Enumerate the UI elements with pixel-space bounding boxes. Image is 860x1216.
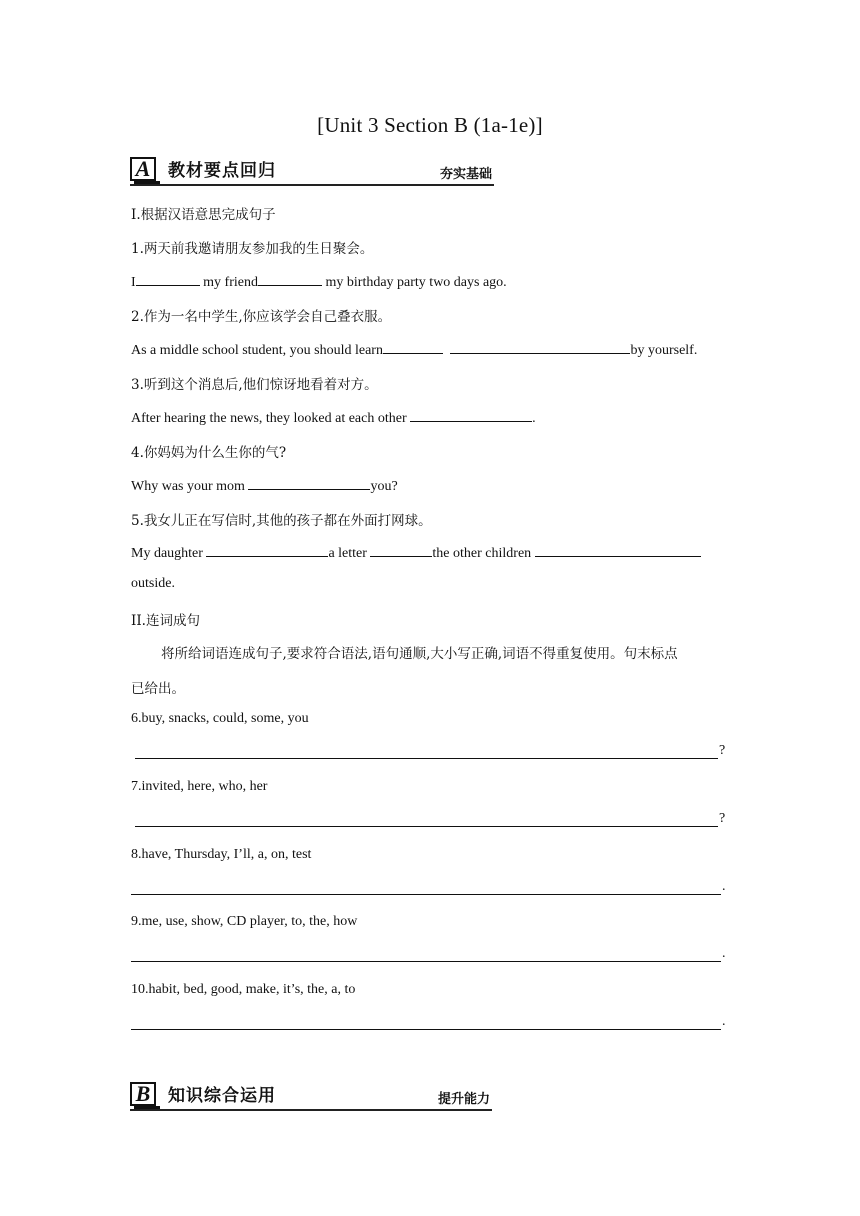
- q1-text-3: my birthday party two days ago.: [325, 275, 507, 290]
- q7-words: 7.invited, here, who, her: [131, 779, 268, 794]
- q7-end-mark: ?: [719, 811, 726, 826]
- banner-heading: 知识综合运用: [168, 1086, 276, 1106]
- blank[interactable]: [136, 271, 200, 286]
- section-badge-a: A: [130, 157, 156, 181]
- q2-text-1: As a middle school student, you should learn: [131, 343, 383, 358]
- q8-answer-line[interactable]: [131, 894, 721, 895]
- q5-sentence: [131, 542, 701, 562]
- q1-text-1: I: [131, 275, 136, 290]
- q2-text-2: by yourself.: [630, 343, 698, 358]
- section2-instruction: 将所给词语连成句子,要求符合语法,语句通顺,大小写正确,词语不得重复使用。句末标点: [161, 646, 678, 662]
- blank[interactable]: [450, 339, 630, 354]
- blank[interactable]: [248, 475, 370, 490]
- banner-rule: [130, 1109, 492, 1111]
- q5-text-1: My daughter: [131, 546, 203, 561]
- q9-words: 9.me, use, show, CD player, to, the, how: [131, 914, 358, 929]
- q5-text-2: a letter: [328, 546, 367, 561]
- q1-sentence: [131, 271, 507, 291]
- q5-chinese: 5.我女儿正在写信时,其他的孩子都在外面打网球。: [131, 513, 432, 529]
- q9-answer-line[interactable]: [131, 961, 721, 962]
- q4-text-2: you?: [370, 479, 398, 494]
- banner-rule: [130, 184, 494, 186]
- section2-instruction-cont: 已给出。: [131, 681, 185, 697]
- q10-end-mark: .: [722, 1014, 726, 1029]
- q5-text-3: the other children: [432, 546, 532, 561]
- q7-answer-line[interactable]: [135, 826, 718, 827]
- q4-text-1: Why was your mom: [131, 479, 245, 494]
- q10-words: 10.habit, bed, good, make, it’s, the, a, to: [131, 982, 356, 997]
- q3-chinese: 3.听到这个消息后,他们惊讶地看着对方。: [131, 377, 378, 393]
- q1-chinese: 1.两天前我邀请朋友参加我的生日聚会。: [131, 241, 374, 257]
- page-title: [Unit 3 Section B (1a-1e)]: [317, 113, 543, 137]
- q3-text-2: .: [532, 411, 536, 426]
- q8-words: 8.have, Thursday, I’ll, a, on, test: [131, 847, 312, 862]
- q2-chinese: 2.作为一名中学生,你应该学会自己叠衣服。: [131, 309, 392, 325]
- q6-words: 6.buy, snacks, could, some, you: [131, 711, 309, 726]
- q4-chinese: 4.你妈妈为什么生你的气?: [131, 445, 287, 461]
- q8-end-mark: .: [722, 879, 726, 894]
- q10-answer-line[interactable]: [131, 1029, 721, 1030]
- blank[interactable]: [206, 542, 328, 557]
- q3-sentence: [131, 407, 536, 427]
- q3-text-1: After hearing the news, they looked at each other: [131, 411, 407, 426]
- section-banner-a: [130, 156, 494, 186]
- blank[interactable]: [370, 542, 432, 557]
- q6-end-mark: ?: [719, 743, 726, 758]
- q4-sentence: [131, 475, 398, 495]
- section-badge-b: B: [130, 1082, 156, 1106]
- q2-sentence: [131, 339, 697, 359]
- section1-heading: I.根据汉语意思完成句子: [131, 207, 276, 223]
- section-banner-b: [130, 1081, 492, 1111]
- blank[interactable]: [410, 407, 532, 422]
- banner-heading: 教材要点回归: [168, 161, 276, 181]
- section2-heading: II.连词成句: [131, 613, 200, 629]
- blank[interactable]: [258, 271, 322, 286]
- blank[interactable]: [383, 339, 443, 354]
- banner-subheading: 夯实基础: [439, 167, 492, 182]
- q9-end-mark: .: [722, 946, 726, 961]
- banner-subheading: 提升能力: [437, 1092, 490, 1107]
- blank[interactable]: [535, 542, 701, 557]
- q5-continuation: outside.: [131, 576, 175, 591]
- q6-answer-line[interactable]: [135, 758, 718, 759]
- q1-text-2: my friend: [203, 275, 258, 290]
